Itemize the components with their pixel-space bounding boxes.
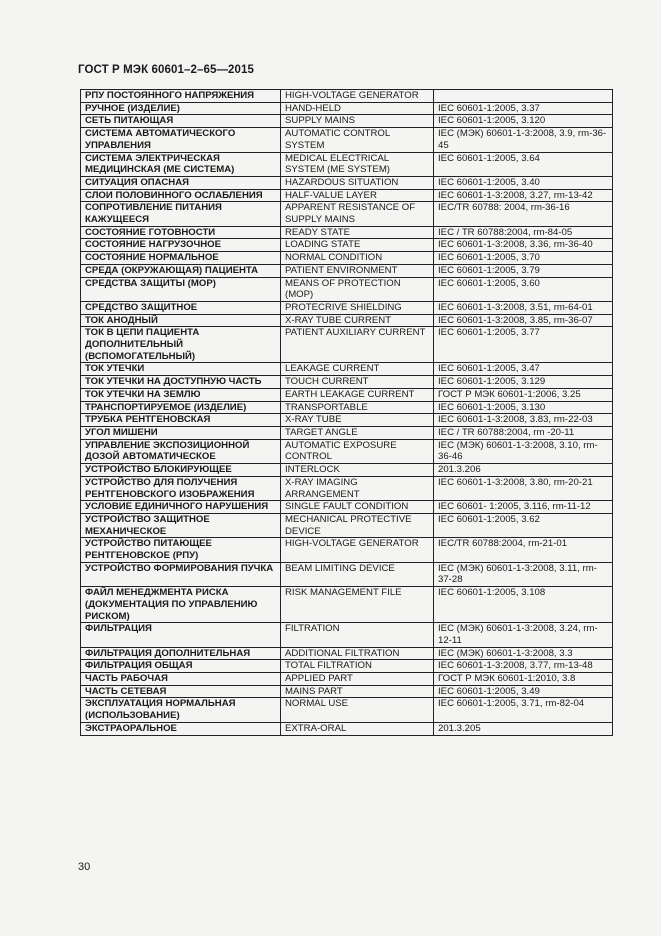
reference-cell: IEC 60601-1-3:2008, 3.80, rm-20-21 — [434, 476, 613, 500]
reference-cell: IEC (МЭК) 60601-1-3:2008, 3.3 — [434, 647, 613, 660]
reference-cell: IEC 60601-1:2005, 3.37 — [434, 102, 613, 115]
term-en-cell: MECHANICAL PROTECTIVE DEVICE — [281, 513, 434, 537]
term-en-cell: SINGLE FAULT CONDITION — [281, 501, 434, 514]
table-row — [81, 673, 613, 686]
term-ru-cell: ТОК АНОДНЫЙ — [81, 314, 281, 327]
reference-cell: IEC 60601-1:2005, 3.60 — [434, 277, 613, 301]
term-ru-cell: СОСТОЯНИЕ НАГРУЗОЧНОЕ — [81, 239, 281, 252]
terms-table — [80, 89, 613, 736]
term-ru-cell: ТОК УТЕЧКИ НА ДОСТУПНУЮ ЧАСТЬ — [81, 376, 281, 389]
term-en-cell: MEANS OF PROTECTION (MOP) — [281, 277, 434, 301]
term-en-cell: HAND-HELD — [281, 102, 434, 115]
term-ru-cell: ФИЛЬТРАЦИЯ ДОПОЛНИТЕЛЬНАЯ — [81, 647, 281, 660]
term-en-cell: MEDICAL ELECTRICAL SYSTEM (ME SYSTEM) — [281, 152, 434, 176]
table-row — [81, 128, 613, 152]
term-en-cell: NORMAL USE — [281, 698, 434, 722]
term-en-cell: X-RAY TUBE CURRENT — [281, 314, 434, 327]
table-row — [81, 685, 613, 698]
term-ru-cell: СЛОИ ПОЛОВИННОГО ОСЛАБЛЕНИЯ — [81, 189, 281, 202]
term-ru-cell: ФИЛЬТРАЦИЯ ОБЩАЯ — [81, 660, 281, 673]
term-en-cell: NORMAL CONDITION — [281, 252, 434, 265]
term-en-cell: READY STATE — [281, 226, 434, 239]
term-ru-cell: ФАЙЛ МЕНЕДЖМЕНТА РИСКА (ДОКУМЕНТАЦИЯ ПО УПРАВЛЕНИЮ РИСКОМ) — [81, 587, 281, 623]
term-ru-cell: СИСТЕМА ЭЛЕКТРИЧЕСКАЯ МЕДИЦИНСКАЯ (ME СИСТЕМА) — [81, 152, 281, 176]
term-en-cell: EARTH LEAKAGE CURRENT — [281, 388, 434, 401]
reference-cell: IEC 60601-1-3:2008, 3.77, rm-13-48 — [434, 660, 613, 673]
term-en-cell: AUTOMATIC CONTROL SYSTEM — [281, 128, 434, 152]
term-en-cell: HAZARDOUS SITUATION — [281, 176, 434, 189]
table-row — [81, 363, 613, 376]
term-ru-cell: СОСТОЯНИЕ ГОТОВНОСТИ — [81, 226, 281, 239]
table-row — [81, 239, 613, 252]
table-row — [81, 722, 613, 735]
table-row — [81, 202, 613, 226]
term-en-cell: TOUCH CURRENT — [281, 376, 434, 389]
table-row — [81, 513, 613, 537]
table-row — [81, 301, 613, 314]
term-en-cell: APPARENT RESISTANCE OF SUPPLY MAINS — [281, 202, 434, 226]
term-ru-cell: УГОЛ МИШЕНИ — [81, 426, 281, 439]
table-row — [81, 562, 613, 586]
table-row — [81, 226, 613, 239]
reference-cell: IEC 60601-1-3:2008, 3.85, rm-36-07 — [434, 314, 613, 327]
table-row — [81, 102, 613, 115]
term-en-cell: AUTOMATIC EXPOSURE CONTROL — [281, 439, 434, 463]
term-ru-cell: ТРУБКА РЕНТГЕНОВСКАЯ — [81, 414, 281, 427]
term-ru-cell: УСТРОЙСТВО ПИТАЮЩЕЕ РЕНТГЕНОВСКОЕ (РПУ) — [81, 538, 281, 562]
reference-cell: IEC 60601- 1:2005, 3.116, rm-11-12 — [434, 501, 613, 514]
term-ru-cell: ЧАСТЬ РАБОЧАЯ — [81, 673, 281, 686]
terms-table-body — [81, 90, 613, 736]
reference-cell: IEC 60601-1:2005, 3.47 — [434, 363, 613, 376]
reference-cell: IEC 60601-1:2005, 3.40 — [434, 176, 613, 189]
table-row — [81, 376, 613, 389]
table-row — [81, 314, 613, 327]
table-row — [81, 587, 613, 623]
table-row — [81, 476, 613, 500]
reference-cell: IEC 60601-1-3:2008, 3.83, rm-22-03 — [434, 414, 613, 427]
reference-cell: IEC 60601-1-3:2008, 3.36, rm-36-40 — [434, 239, 613, 252]
term-ru-cell: СРЕДСТВА ЗАЩИТЫ (МОР) — [81, 277, 281, 301]
term-en-cell: HIGH-VOLTAGE GENERATOR — [281, 90, 434, 103]
term-en-cell: X-RAY TUBE — [281, 414, 434, 427]
table-row — [81, 660, 613, 673]
reference-cell: IEC (МЭК) 60601-1-3:2008, 3.9, rm-36-45 — [434, 128, 613, 152]
reference-cell: IEC (МЭК) 60601-1-3:2008, 3.24, rm-12-11 — [434, 623, 613, 647]
table-row — [81, 426, 613, 439]
term-en-cell: LEAKAGE CURRENT — [281, 363, 434, 376]
reference-cell: IEC 60601-1:2005, 3.64 — [434, 152, 613, 176]
term-en-cell: TARGET ANGLE — [281, 426, 434, 439]
term-en-cell: FILTRATION — [281, 623, 434, 647]
term-ru-cell: СОПРОТИВЛЕНИЕ ПИТАНИЯ КАЖУЩЕЕСЯ — [81, 202, 281, 226]
table-row — [81, 252, 613, 265]
term-ru-cell: ЭКСПЛУАТАЦИЯ НОРМАЛЬНАЯ (ИСПОЛЬЗОВАНИЕ) — [81, 698, 281, 722]
term-ru-cell: СРЕДСТВО ЗАЩИТНОЕ — [81, 301, 281, 314]
term-en-cell: TOTAL FILTRATION — [281, 660, 434, 673]
term-ru-cell: СОСТОЯНИЕ НОРМАЛЬНОЕ — [81, 252, 281, 265]
reference-cell: 201.3.206 — [434, 464, 613, 477]
reference-cell: IEC 60601-1:2005, 3.120 — [434, 115, 613, 128]
term-ru-cell: УСТРОЙСТВО ДЛЯ ПОЛУЧЕНИЯ РЕНТГЕНОВСКОГО ИЗОБРАЖЕНИЯ — [81, 476, 281, 500]
term-en-cell: ADDITIONAL FILTRATION — [281, 647, 434, 660]
reference-cell: IEC / TR 60788:2004, rm-84-05 — [434, 226, 613, 239]
reference-cell: IEC 60601-1-3:2008, 3.51, rm-64-01 — [434, 301, 613, 314]
reference-cell: IEC 60601-1:2005, 3.49 — [434, 685, 613, 698]
reference-cell: IEC 60601-1:2005, 3.71, rm-82-04 — [434, 698, 613, 722]
reference-cell: ГОСТ Р МЭК 60601-1:2006, 3.25 — [434, 388, 613, 401]
term-en-cell: PATIENT AUXILIARY CURRENT — [281, 327, 434, 363]
reference-cell: IEC 60601-1:2005, 3.70 — [434, 252, 613, 265]
table-row — [81, 264, 613, 277]
term-en-cell: LOADING STATE — [281, 239, 434, 252]
table-row — [81, 647, 613, 660]
term-ru-cell: ТОК УТЕЧКИ — [81, 363, 281, 376]
table-row — [81, 464, 613, 477]
term-ru-cell: СЕТЬ ПИТАЮЩАЯ — [81, 115, 281, 128]
term-ru-cell: СИСТЕМА АВТОМАТИЧЕСКОГО УПРАВЛЕНИЯ — [81, 128, 281, 152]
table-row — [81, 623, 613, 647]
term-en-cell: HIGH-VOLTAGE GENERATOR — [281, 538, 434, 562]
table-row — [81, 439, 613, 463]
table-row — [81, 90, 613, 103]
term-ru-cell: СРЕДА (ОКРУЖАЮЩАЯ) ПАЦИЕНТА — [81, 264, 281, 277]
term-ru-cell: УСТРОЙСТВО ФОРМИРОВАНИЯ ПУЧКА — [81, 562, 281, 586]
document-header: ГОСТ Р МЭК 60601–2–65—2015 — [78, 64, 255, 76]
table-row — [81, 115, 613, 128]
reference-cell: 201.3.205 — [434, 722, 613, 735]
term-en-cell: PATIENT ENVIRONMENT — [281, 264, 434, 277]
term-en-cell: X-RAY IMAGING ARRANGEMENT — [281, 476, 434, 500]
term-en-cell: INTERLOCK — [281, 464, 434, 477]
reference-cell — [434, 90, 613, 103]
term-ru-cell: ФИЛЬТРАЦИЯ — [81, 623, 281, 647]
term-ru-cell: СИТУАЦИЯ ОПАСНАЯ — [81, 176, 281, 189]
term-ru-cell: УСТРОЙСТВО БЛОКИРУЮЩЕЕ — [81, 464, 281, 477]
reference-cell: IEC/TR 60788:2004, rm-21-01 — [434, 538, 613, 562]
reference-cell: IEC (МЭК) 60601-1-3:2008, 3.10, rm-36-46 — [434, 439, 613, 463]
term-ru-cell: ТОК УТЕЧКИ НА ЗЕМЛЮ — [81, 388, 281, 401]
term-en-cell: HALF-VALUE LAYER — [281, 189, 434, 202]
reference-cell: IEC / TR 60788:2004, rm -20-11 — [434, 426, 613, 439]
term-ru-cell: РУЧНОЕ (ИЗДЕЛИЕ) — [81, 102, 281, 115]
table-row — [81, 277, 613, 301]
term-en-cell: RISK MANAGEMENT FILE — [281, 587, 434, 623]
table-row — [81, 501, 613, 514]
table-row — [81, 176, 613, 189]
term-en-cell: SUPPLY MAINS — [281, 115, 434, 128]
reference-cell: IEC 60601-1:2005, 3.77 — [434, 327, 613, 363]
reference-cell: IEC 60601-1-3:2008, 3.27, rm-13-42 — [434, 189, 613, 202]
reference-cell: IEC 60601-1:2005, 3.130 — [434, 401, 613, 414]
term-ru-cell: ТРАНСПОРТИРУЕМОЕ (ИЗДЕЛИЕ) — [81, 401, 281, 414]
term-ru-cell: РПУ ПОСТОЯННОГО НАПРЯЖЕНИЯ — [81, 90, 281, 103]
table-row — [81, 414, 613, 427]
table-row — [81, 388, 613, 401]
term-en-cell: PROTECRIVE SHIELDING — [281, 301, 434, 314]
term-ru-cell: ЧАСТЬ СЕТЕВАЯ — [81, 685, 281, 698]
reference-cell: IEC 60601-1:2005, 3.79 — [434, 264, 613, 277]
term-ru-cell: ТОК В ЦЕПИ ПАЦИЕНТА ДОПОЛНИТЕЛЬНЫЙ (ВСПОМОГАТЕЛЬНЫЙ) — [81, 327, 281, 363]
term-en-cell: APPLIED PART — [281, 673, 434, 686]
table-row — [81, 401, 613, 414]
table-row — [81, 189, 613, 202]
table-row — [81, 538, 613, 562]
term-ru-cell: УПРАВЛЕНИЕ ЭКСПОЗИЦИОННОЙ ДОЗОЙ АВТОМАТИЧЕСКОЕ — [81, 439, 281, 463]
reference-cell: IEC 60601-1:2005, 3.129 — [434, 376, 613, 389]
term-en-cell: EXTRA-ORAL — [281, 722, 434, 735]
reference-cell: IEC 60601-1:2005, 3.62 — [434, 513, 613, 537]
reference-cell: IEC/TR 60788: 2004, rm-36-16 — [434, 202, 613, 226]
term-ru-cell: УСТРОЙСТВО ЗАЩИТНОЕ МЕХАНИЧЕСКОЕ — [81, 513, 281, 537]
table-row — [81, 152, 613, 176]
reference-cell: IEC (МЭК) 60601-1-3:2008, 3.11, rm-37-28 — [434, 562, 613, 586]
term-en-cell: MAINS PART — [281, 685, 434, 698]
term-ru-cell: УСЛОВИЕ ЕДИНИЧНОГО НАРУШЕНИЯ — [81, 501, 281, 514]
term-ru-cell: ЭКСТРАОРАЛЬНОЕ — [81, 722, 281, 735]
table-row — [81, 698, 613, 722]
term-en-cell: TRANSPORTABLE — [281, 401, 434, 414]
term-en-cell: BEAM LIMITING DEVICE — [281, 562, 434, 586]
table-row — [81, 327, 613, 363]
reference-cell: IEC 60601-1:2005, 3.108 — [434, 587, 613, 623]
reference-cell: ГОСТ Р МЭК 60601-1:2010, 3.8 — [434, 673, 613, 686]
page-number: 30 — [78, 861, 91, 873]
